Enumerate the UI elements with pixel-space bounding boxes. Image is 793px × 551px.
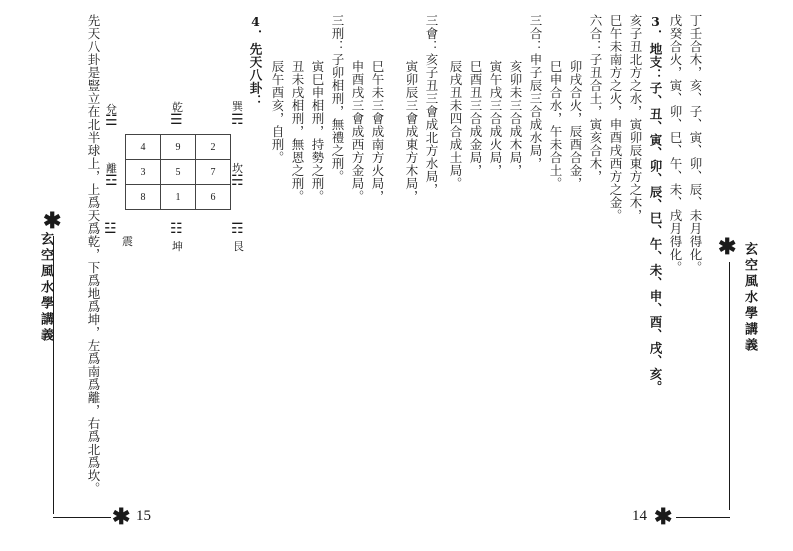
trigram-label-zhen: 震 — [122, 235, 133, 248]
text-column: 六合：子丑合土，寅亥合木， — [588, 14, 603, 183]
horizontal-rule — [676, 517, 730, 518]
text-column: 三合：申子辰三合成水局， — [528, 14, 543, 170]
section-heading-xiantian-bagua: 4．先天八卦： — [248, 14, 263, 108]
trigram-qian-icon: ☰ — [170, 112, 182, 128]
grid-cell: 8 — [126, 185, 161, 210]
asterisk-ornament: ✱ — [112, 504, 131, 530]
text-column: 亥卯未三合成木局， — [508, 60, 523, 177]
vertical-rule — [729, 262, 730, 510]
running-title: 玄空風水學講義 — [38, 232, 53, 344]
magic-square-grid — [125, 134, 231, 210]
trigram-label-qian: 乾 — [172, 101, 183, 114]
text-column: 先天八卦是豎立在北半球上，上爲天爲乾，下爲地爲坤，左爲南爲離，右爲北爲坎。 — [86, 14, 101, 495]
trigram-label-kan: 坎 — [232, 162, 243, 175]
grid-row — [126, 135, 231, 160]
grid-cell: 5 — [161, 160, 196, 185]
grid-row — [126, 160, 231, 185]
text-column: 辰戌丑未四合成土局。 — [448, 60, 463, 190]
horizontal-rule — [53, 517, 111, 518]
trigram-label-dui: 兌 — [106, 103, 117, 116]
trigram-gen-icon: ☶ — [231, 221, 243, 237]
text-column: 巳申合水，午未合土。 — [548, 60, 563, 190]
text-column: 丁壬合木，亥、子、寅、卯、辰、未月得化。 — [688, 14, 703, 274]
running-title: 玄空風水學講義 — [742, 242, 757, 354]
trigram-kun-icon: ☷ — [170, 221, 182, 237]
asterisk-ornament: ✱ — [43, 208, 62, 234]
trigram-label-xun: 巽 — [232, 100, 243, 113]
text-column: 戊癸合火，寅、卯、巳、午、未、戌月得化。 — [668, 14, 683, 274]
asterisk-ornament: ✱ — [718, 234, 737, 260]
text-column: 寅卯辰三會成東方木局， — [404, 60, 419, 203]
trigram-xun-icon: ☴ — [231, 112, 243, 128]
text-column: 巳午未三會成南方火局， — [370, 60, 385, 203]
grid-cell: 9 — [161, 135, 196, 160]
grid-cell: 4 — [126, 135, 161, 160]
text-column: 卯戌合火，辰酉合金， — [568, 60, 583, 190]
text-column: 申酉戌三會成西方金局。 — [350, 60, 365, 203]
grid-cell: 6 — [196, 185, 231, 210]
trigram-li-icon: ☲ — [105, 173, 117, 189]
text-column: 三會：亥子丑三會成北方水局， — [424, 14, 439, 196]
page-number: 15 — [136, 508, 151, 524]
section-heading-dizhi: 3．地支：子、丑、寅、卯、辰、巳、午、未、申、酉、戌、亥。 — [648, 14, 663, 394]
trigram-kan-icon: ☵ — [231, 173, 243, 189]
text-column: 丑未戌相刑，無恩之刑。 — [290, 60, 305, 203]
text-column: 亥子丑北方之水，寅卯辰東方之木， — [628, 14, 643, 222]
grid-cell: 7 — [196, 160, 231, 185]
text-column: 三刑：子卯相刑，無禮之刑。 — [330, 14, 345, 183]
text-column: 巳酉丑三合成金局， — [468, 60, 483, 177]
trigram-label-kun: 坤 — [172, 240, 183, 253]
trigram-label-li: 離 — [106, 162, 117, 175]
text-column: 辰午酉亥，自刑。 — [270, 60, 285, 164]
grid-cell: 2 — [196, 135, 231, 160]
grid-cell: 3 — [126, 160, 161, 185]
trigram-dui-icon: ☱ — [105, 113, 117, 129]
grid-cell: 1 — [161, 185, 196, 210]
text-column: 寅巳申相刑，持勢之刑。 — [310, 60, 325, 203]
page-number: 14 — [632, 508, 647, 524]
asterisk-ornament: ✱ — [654, 504, 673, 530]
trigram-zhen-icon: ☳ — [104, 221, 116, 237]
grid-row — [126, 185, 231, 210]
text-column: 寅午戌三合成火局， — [488, 60, 503, 177]
text-column: 巳午未南方之火，申酉戌西方之金。 — [608, 14, 623, 222]
trigram-label-gen: 艮 — [233, 240, 244, 253]
